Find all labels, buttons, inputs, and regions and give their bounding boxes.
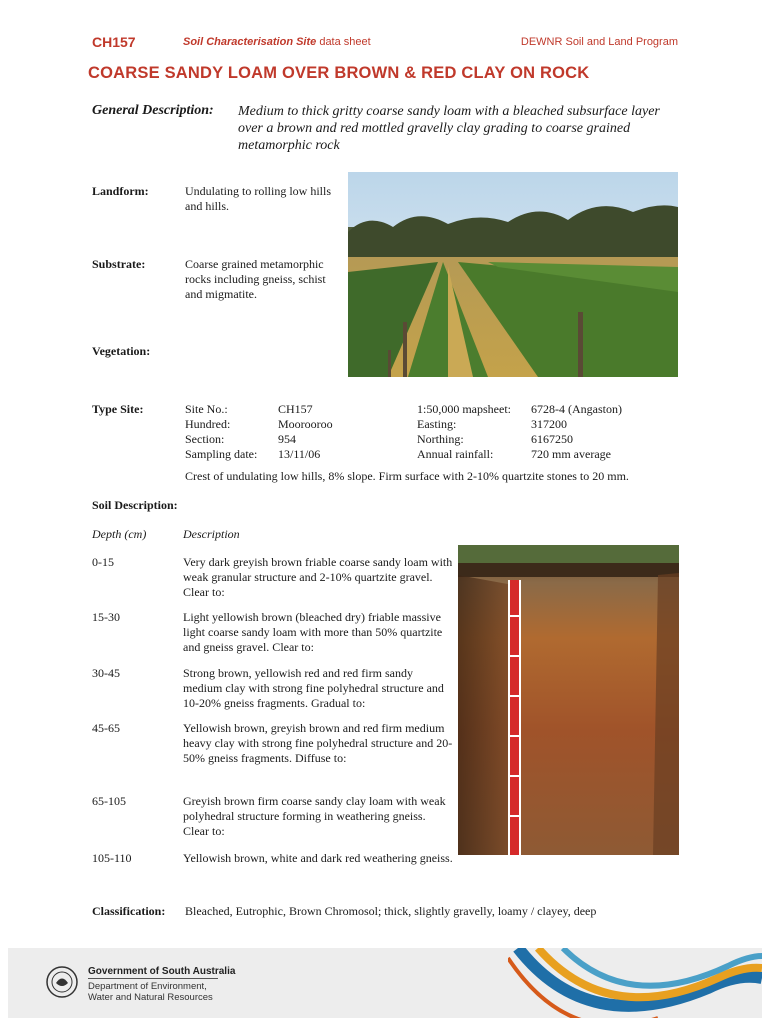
sheet-code: CH157 bbox=[92, 34, 136, 50]
layer-depth: 105-110 bbox=[92, 851, 132, 865]
page-title: COARSE SANDY LOAM OVER BROWN & RED CLAY ON ROCK bbox=[88, 64, 590, 82]
program-name: DEWNR Soil and Land Program bbox=[520, 36, 678, 48]
hundred-value: Moorooroo bbox=[278, 417, 333, 431]
mapsheet-value: 6728-4 (Angaston) bbox=[531, 402, 622, 416]
general-description-label: General Description: bbox=[92, 103, 214, 118]
type-site-note: Crest of undulating low hills, 8% slope. Firm surface with 2-10% quartzite stones to 20 mm. bbox=[185, 469, 629, 483]
government-name: Government of South Australia bbox=[88, 966, 236, 977]
layer-description: Yellowish brown, greyish brown and red firm medium heavy clay with strong fine polyhedral structure and 20-50% gneiss fragments. Diffuse to: bbox=[183, 721, 453, 765]
type-site-label: Type Site: bbox=[92, 402, 144, 416]
soil-profile-photo bbox=[458, 545, 679, 855]
site-no-value: CH157 bbox=[278, 402, 313, 416]
layer-depth: 45-65 bbox=[92, 721, 120, 735]
northing-label: Northing: bbox=[417, 432, 464, 446]
sheet-type bbox=[183, 36, 371, 48]
sheet-type-rest: data sheet bbox=[316, 36, 371, 48]
layer-depth: 15-30 bbox=[92, 610, 120, 624]
layer-depth: 0-15 bbox=[92, 555, 114, 569]
easting-label: Easting: bbox=[417, 417, 457, 431]
footer-arc-graphic bbox=[508, 948, 762, 1018]
type-site-col2-labels bbox=[417, 402, 511, 462]
landform-text: Undulating to rolling low hills and hills. bbox=[185, 184, 331, 213]
type-site-col1-labels bbox=[185, 402, 257, 462]
state-crest-logo bbox=[45, 965, 79, 999]
department-name bbox=[88, 981, 213, 1003]
sampling-date-label: Sampling date: bbox=[185, 447, 258, 461]
vineyard-photo bbox=[348, 172, 678, 377]
type-site-col2-values bbox=[531, 402, 622, 462]
department-line-1: Department of Environment, bbox=[88, 981, 207, 992]
general-description-text: Medium to thick gritty coarse sandy loam with a bleached subsurface layer over a brown and red mottled gravelly clay grading to coarse grained metamorphic rock bbox=[238, 104, 660, 153]
sampling-date-value: 13/11/06 bbox=[278, 447, 321, 461]
substrate-label: Substrate: bbox=[92, 257, 146, 271]
layer-depth: 65-105 bbox=[92, 794, 126, 808]
classification-text: Bleached, Eutrophic, Brown Chromosol; thick, slightly gravelly, loamy / clayey, deep bbox=[185, 904, 597, 918]
layer-description: Light yellowish brown (bleached dry) friable massive light coarse sandy loam with more than 50% quartzite and gneiss gravel. Clear to: bbox=[183, 610, 443, 654]
substrate-text: Coarse grained metamorphic rocks including gneiss, schist and migmatite. bbox=[185, 257, 326, 301]
mapsheet-label: 1:50,000 mapsheet: bbox=[417, 402, 511, 416]
sheet-type-bold: Soil Characterisation Site bbox=[183, 36, 317, 48]
vegetation-label: Vegetation: bbox=[92, 344, 151, 358]
landform-label: Landform: bbox=[92, 184, 149, 198]
layer-description: Strong brown, yellowish red and red firm sandy medium clay with strong fine polyhedral structure and 10-20% gneiss fragments. Gradual to: bbox=[183, 666, 444, 710]
soil-description-label: Soil Description: bbox=[92, 498, 178, 512]
footer-divider bbox=[88, 978, 218, 979]
department-line-2: Water and Natural Resources bbox=[88, 992, 213, 1003]
hundred-label: Hundred: bbox=[185, 417, 231, 431]
northing-value: 6167250 bbox=[531, 432, 573, 446]
layer-description: Greyish brown firm coarse sandy clay loam with weak polyhedral structure forming in weathering gneiss. Clear to: bbox=[183, 794, 446, 838]
depth-column-header: Depth (cm) bbox=[92, 527, 147, 541]
rainfall-label: Annual rainfall: bbox=[417, 447, 494, 461]
layer-depth: 30-45 bbox=[92, 666, 120, 680]
section-label: Section: bbox=[185, 432, 225, 446]
classification-label: Classification: bbox=[92, 904, 166, 918]
description-column-header: Description bbox=[183, 527, 240, 541]
layer-description: Yellowish brown, white and dark red weathering gneiss. bbox=[183, 851, 453, 865]
easting-value: 317200 bbox=[531, 417, 567, 431]
rainfall-value: 720 mm average bbox=[531, 447, 611, 461]
type-site-col1-values bbox=[278, 402, 333, 462]
site-no-label: Site No.: bbox=[185, 402, 228, 416]
layer-description: Very dark greyish brown friable coarse sandy loam with weak granular structure and 2-10% quartzite gravel. Clear to: bbox=[183, 555, 453, 599]
section-value: 954 bbox=[278, 432, 296, 446]
